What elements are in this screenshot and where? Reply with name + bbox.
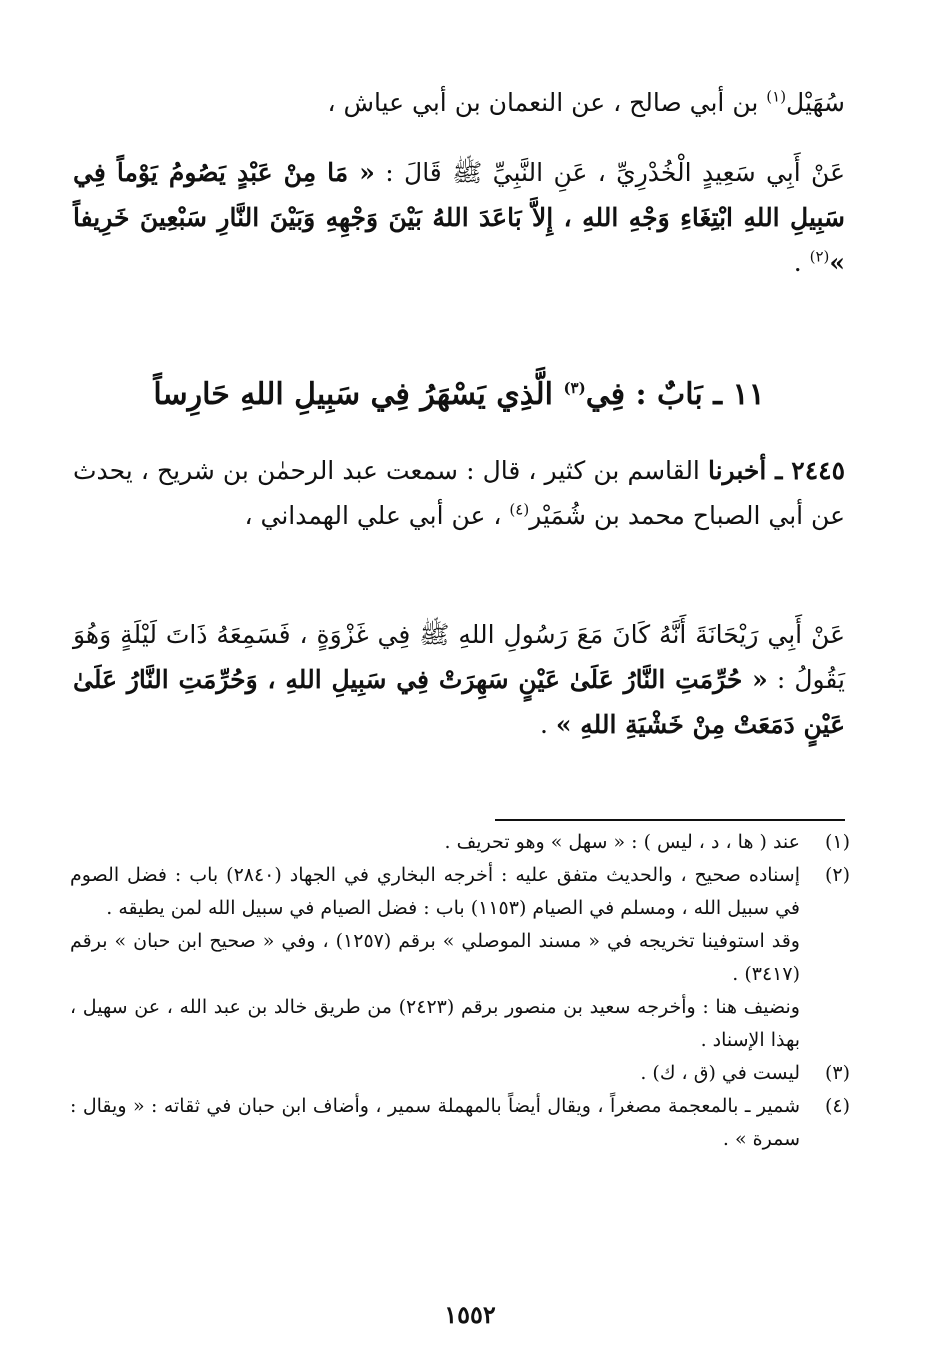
footnote-body <box>70 1090 800 1156</box>
footnote-body <box>70 859 800 1057</box>
intro-text-after: بن أبي صالح ، عن النعمان بن أبي عياش ، <box>327 88 767 117</box>
hadith-matn-2: « حُرِّمَتِ النَّارُ عَلَىٰ عَيْنٍ سَهِرَتْ فِي سَبِيلِ اللهِ ، وَحُرِّمَتِ النَّارُ عَلَىٰ عَيْنٍ دَمَعَتْ مِنْ خَشْيَةِ اللهِ » <box>73 665 845 739</box>
intro-text-before: سُهَيْل <box>786 88 845 117</box>
chapter-number: ١١ ـ بَابٌ : <box>635 377 765 412</box>
footnote-ref-1[interactable]: (١) <box>766 87 787 106</box>
isnad-text-after: ، عن أبي علي الهمداني ، <box>244 501 510 530</box>
footnote-number: (١) <box>824 831 850 853</box>
hadith-matn: « مَا مِنْ عَبْدٍ يَصُومُ يَوْماً فِي سَبِيلِ اللهِ ابْتِغَاءِ وَجْهِ اللهِ ، إِلاَّ بَاعَدَ اللهُ بَيْنَ وَجْهِهِ وَبَيْنَ النَّارِ سَبْعِينَ خَرِيفاً » <box>73 158 845 277</box>
isnad-text-before: القاسم بن كثير ، قال : سمعت عبد الرحمٰن بن شريح ، يحدث عن أبي الصباح محمد بن شُمَيْر <box>73 456 845 530</box>
hadith-paragraph <box>73 150 845 285</box>
footnote-body <box>70 826 800 859</box>
footnotes <box>70 826 850 1156</box>
footnote <box>70 1090 850 1156</box>
footnote-number: (٢) <box>824 864 850 886</box>
hadith-paragraph-2 <box>73 612 845 747</box>
isnad-continuation <box>73 80 845 125</box>
footnote-text: ليست في (ق ، ك) . <box>640 1062 800 1084</box>
footnote-divider <box>495 819 845 821</box>
footnote-number: (٤) <box>824 1095 850 1117</box>
page-number: ١٥٥٢ <box>444 1300 496 1329</box>
hadith-isnad <box>73 448 845 538</box>
hadith-end: . <box>793 248 810 277</box>
chapter-title-before: فِي <box>585 377 636 412</box>
footnote-text: إسناده صحيح ، والحديث متفق عليه : أخرجه البخاري في الجهاد (٢٨٤٠) باب : فضل الصوم في سبيل الله ، ومسلم في الصيام (١١٥٣) باب : فضل الصيام في سبيل الله لمن يطيقه . <box>70 864 800 919</box>
footnote <box>70 1057 850 1090</box>
footnote-ref-3[interactable]: (٣) <box>563 379 586 397</box>
hadith-narrator: عَنْ أَبِي سَعِيدٍ الْخُدْرِيِّ ، عَنِ النَّبِيِّ ﷺ قَالَ : <box>374 158 846 187</box>
footnote-number: (٣) <box>824 1062 850 1084</box>
chapter-heading <box>73 370 845 420</box>
hadith-narration: عَنْ أَبِي رَيْحَانَةَ أَنَّهُ كَانَ مَعَ رَسُولِ اللهِ ﷺ فِي غَزْوَةٍ ، فَسَمِعَهُ ذَاتَ لَيْلَةٍ وَهُوَ يَقُولُ : <box>73 620 846 694</box>
hadith-end-2: . <box>539 710 556 739</box>
chapter-title-after: الَّذِي يَسْهَرُ فِي سَبِيلِ اللهِ حَارِساً <box>153 377 564 412</box>
footnote-body <box>70 1057 800 1090</box>
footnote-text: عند ( ها ، د ، ليس ) : « سهل » وهو تحريف . <box>444 831 800 853</box>
footnote <box>70 859 850 1057</box>
footnote <box>70 826 850 859</box>
footnote-text: شمير ـ بالمعجمة مصغراً ، ويقال أيضاً بالمهملة سمير ، وأضاف ابن حبان في ثقاته : « ويقال : سمرة » . <box>70 1095 800 1150</box>
footnote-ref-4[interactable]: (٤) <box>509 500 530 519</box>
footnote-text: وقد استوفينا تخريجه في « مسند الموصلي » برقم (١٢٥٧) ، وفي « صحيح ابن حبان » برقم (٣٤١٧) . <box>70 930 800 985</box>
footnote-text: ونضيف هنا : وأخرجه سعيد بن منصور برقم (٢٤٢٣) من طريق خالد بن عبد الله ، عن سهيل ، بهذا الإسناد . <box>70 996 800 1051</box>
hadith-number: ٢٤٤٥ ـ أخبرنا <box>707 456 845 485</box>
footnote-ref-2[interactable]: (٢) <box>809 247 830 266</box>
